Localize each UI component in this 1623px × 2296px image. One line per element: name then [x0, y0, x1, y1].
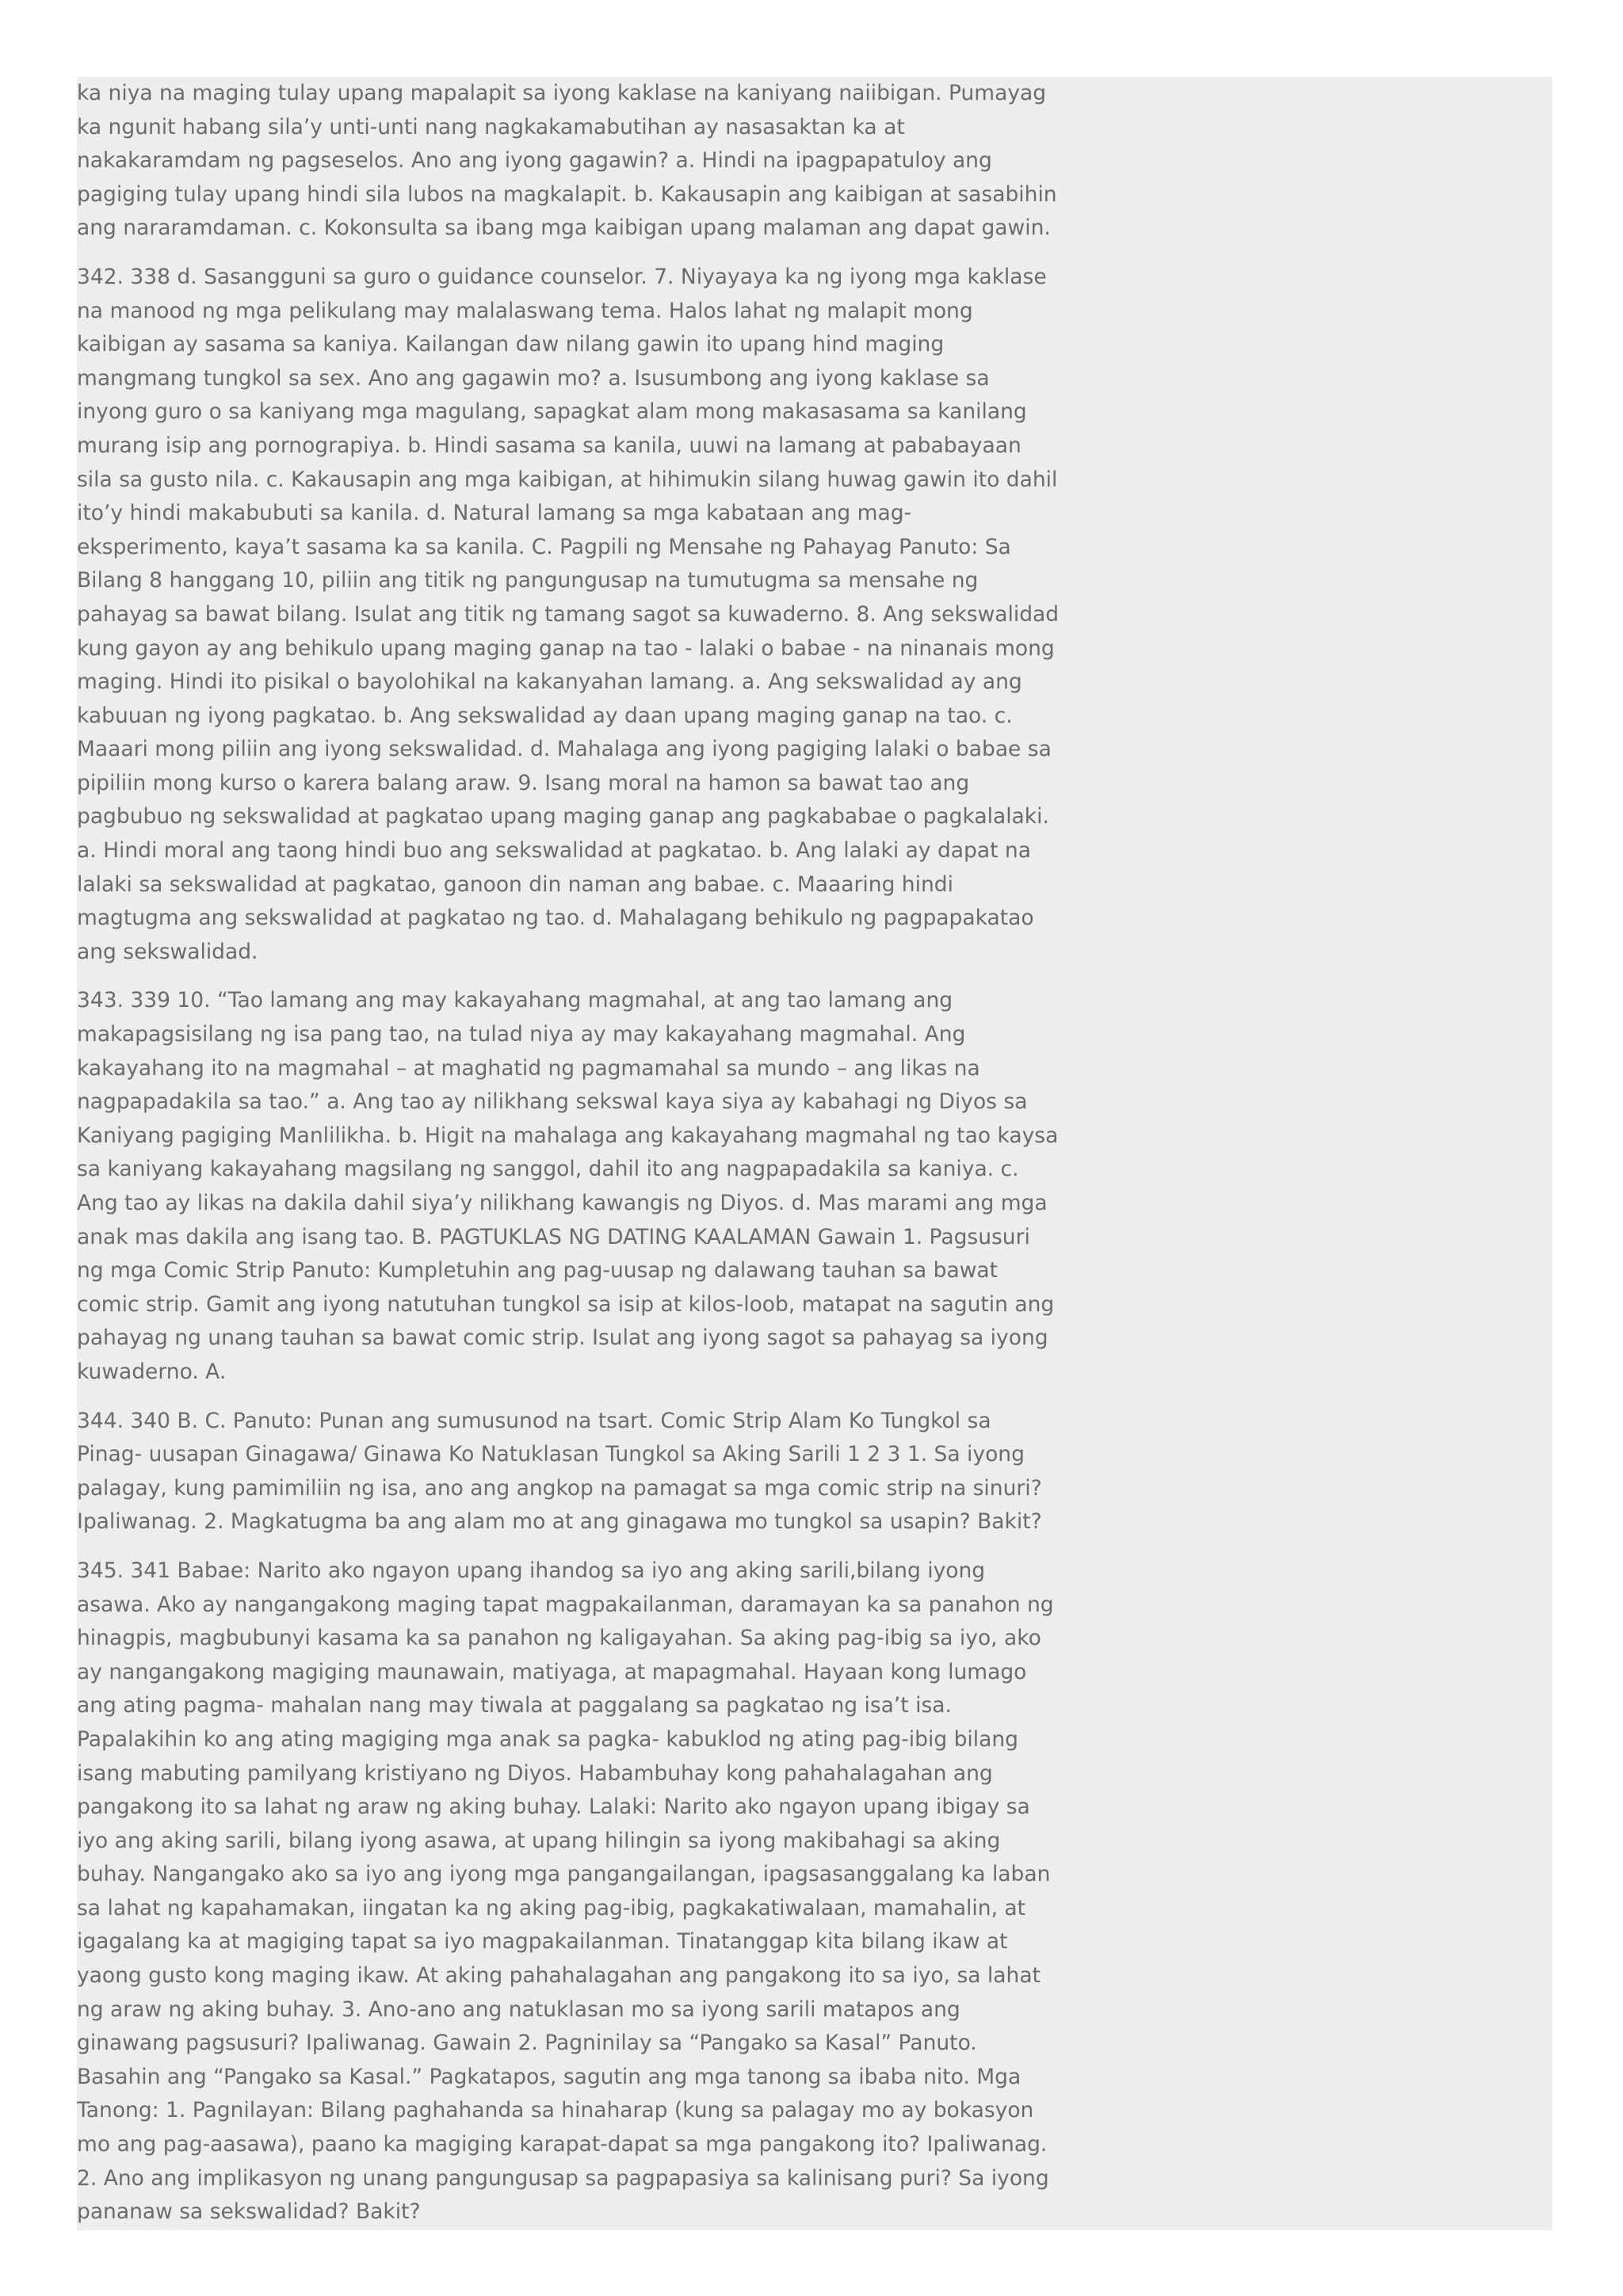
paragraph-344: 344. 340 B. C. Panuto: Punan ang sumusunod na tsart. Comic Strip Alam Ko Tungkol sa Pinag- uusapan Ginagawa/ Ginawa Ko Natuklasan Tungkol sa Aking Sarili 1 2 3 1. Sa iyong palagay, kung pamimiliin ng isa, ano ang angkop na pamagat sa mga comic strip na sinuri? Ipaliwanag. 2. Magkatugma ba ang alam mo at ang ginagawa mo tungkol sa usapin? Bakit?: [77, 1408, 1042, 1535]
paragraph-345: 345. 341 Babae: Narito ako ngayon upang ihandog sa iyo ang aking sarili,bilang iyong asawa. Ako ay nangangakong maging tapat magpakailanman, daramayan ka sa panahon ng hinagpis, magbubunyi kasama ka sa panahon ng kaligayahan. Sa aking pag-ibig sa iyo, ako ay nangangakong magiging maunawain, matiyaga, at mapagmahal. Hayaan kong lumago ang ating pagma- mahalan nang may tiwala at paggalang sa pagkatao ng isa’t isa. Papalakihin ko ang ating magiging mga anak sa pagka- kabuklod ng ating pag-ibig bilang isang mabuting pamilyang kristiyano ng Diyos. Habambuhay kong pahahalagahan ang pangakong ito sa lahat ng araw ng aking buhay. Lalaki: Narito ako ngayon upang ibigay sa iyo ang aking sarili, bilang iyong asawa, at upang hilingin sa iyong makibahagi sa aking buhay. Nangangako ako sa iyo ang iyong mga pangangailangan, ipagsasanggalang ka laban sa lahat ng kapahamakan, iingatan ka ng aking pag-ibig, pagkakatiwalaan, mamahalin, at igagalang ka at magiging tapat sa iyo magpakailanman. Tinatanggap kita bilang ikaw at yaong gusto kong maging ikaw. At aking pahahalagahan ang pangakong ito sa iyo, sa lahat ng araw ng aking buhay. 3. Ano-ano ang natuklasan mo sa iyong sarili matapos ang ginawang pagsusuri? Ipaliwanag. Gawain 2. Pagninilay sa “Pangako sa Kasal” Panuto. Basahin ang “Pangako sa Kasal.” Pagkatapos, sagutin ang mga tanong sa ibaba nito. Mga Tanong: 1. Pagnilayan: Bilang paghahanda sa hinaharap (kung sa palagay mo ay bokasyon mo ang pag-aasawa), paano ka magiging karapat-dapat sa mga pangakong ito? Ipaliwanag. 2. Ano ang implikasyon ng unang pangungusap sa pagpapasiya sa kalinisang puri? Sa iyong pananaw sa sekswalidad? Bakit?: [77, 1558, 1054, 2225]
paragraph-343: 343. 339 10. “Tao lamang ang may kakayahang magmahal, at ang tao lamang ang makapagsisilang ng isa pang tao, na tulad niya ay may kakayahang magmahal. Ang kakayahang ito na magmahal – at maghatid ng pagmamahal sa mundo – ang likas na nagpapadakila sa tao.” a. Ang tao ay nilikhang sekswal kaya siya ay kabahagi ng Diyos sa Kaniyang pagiging Manlilikha. b. Higit na mahalaga ang kakayahang magmahal ng tao kaysa sa kaniyang kakayahang magsilang ng sanggol, dahil ito ang nagpapadakila sa kaniya. c. Ang tao ay likas na dakila dahil siya’y nilikhang kawangis ng Diyos. d. Mas marami ang mga anak mas dakila ang isang tao. B. PAGTUKLAS NG DATING KAALAMAN Gawain 1. Pagsusuri ng mga Comic Strip Panuto: Kumpletuhin ang pag-uusap ng dalawang tauhan sa bawat comic strip. Gamit ang iyong natutuhan tungkol sa isip at kilos-loob, matapat na sagutin ang pahayag ng unang tauhan sa bawat comic strip. Isulat ang iyong sagot sa pahayag sa iyong kuwaderno. A.: [77, 988, 1059, 1384]
document-text: [77, 77, 1060, 2245]
paragraph-341-continued: ka niya na maging tulay upang mapalapit sa iyong kaklase na kaniyang naiibigan. Pumayag ka ngunit habang sila’y unti-unti nang nagkakamabutihan ay nasasaktan ka at nakakaramdam ng pagseselos. Ano ang iyong gagawin? a. Hindi na ipagpapatuloy ang pagiging tulay upang hindi sila lubos na magkalapit. b. Kakausapin ang kaibigan at sasabihin ang nararamdaman. c. Kokonsulta sa ibang mga kaibigan upang malaman ang dapat gawin.: [77, 81, 1057, 241]
paragraph-342: 342. 338 d. Sasangguni sa guro o guidance counselor. 7. Niyayaya ka ng iyong mga kaklase na manood ng mga pelikulang may malalaswang tema. Halos lahat ng malapit mong kaibigan ay sasama sa kaniya. Kailangan daw nilang gawin ito upang hind maging mangmang tungkol sa sex. Ano ang gagawin mo? a. Isusumbong ang iyong kaklase sa inyong guro o sa kaniyang mga magulang, sapagkat alam mong makasasama sa kanilang murang isip ang pornograpiya. b. Hindi sasama sa kanila, uuwi na lamang at pababayaan sila sa gusto nila. c. Kakausapin ang mga kaibigan, at hihimukin silang huwag gawin ito dahil ito’y hindi makabubuti sa kanila. d. Natural lamang sa mga kabataan ang mag-eksperimento, kaya’t sasama ka sa kanila. C. Pagpili ng Mensahe ng Pahayag Panuto: Sa Bilang 8 hanggang 10, piliin ang titik ng pangungusap na tumutugma sa mensahe ng pahayag sa bawat bilang. Isulat ang titik ng tamang sagot sa kuwaderno. 8. Ang sekswalidad kung gayon ay ang behikulo upang maging ganap na tao - lalaki o babae - na ninanais mong maging. Hindi ito pisikal o bayolohikal na kakanyahan lamang. a. Ang sekswalidad ay ang kabuuan ng iyong pagkatao. b. Ang sekswalidad ay daan upang maging ganap na tao. c. Maaari mong piliin ang iyong sekswalidad. d. Mahalaga ang iyong pagiging lalaki o babae sa pipiliin mong kurso o karera balang araw. 9. Isang moral na hamon sa bawat tao ang pagbubuo ng sekswalidad at pagkatao upang maging ganap ang pagkababae o pagkalalaki. a. Hindi moral ang taong hindi buo ang sekswalidad at pagkatao. b. Ang lalaki ay dapat na lalaki sa sekswalidad at pagkatao, ganoon din naman ang babae. c. Maaaring hindi magtugma ang sekswalidad at pagkatao ng tao. d. Mahalagang behikulo ng pagpapakatao ang sekswalidad.: [77, 264, 1060, 964]
document-page: [77, 77, 1552, 2230]
